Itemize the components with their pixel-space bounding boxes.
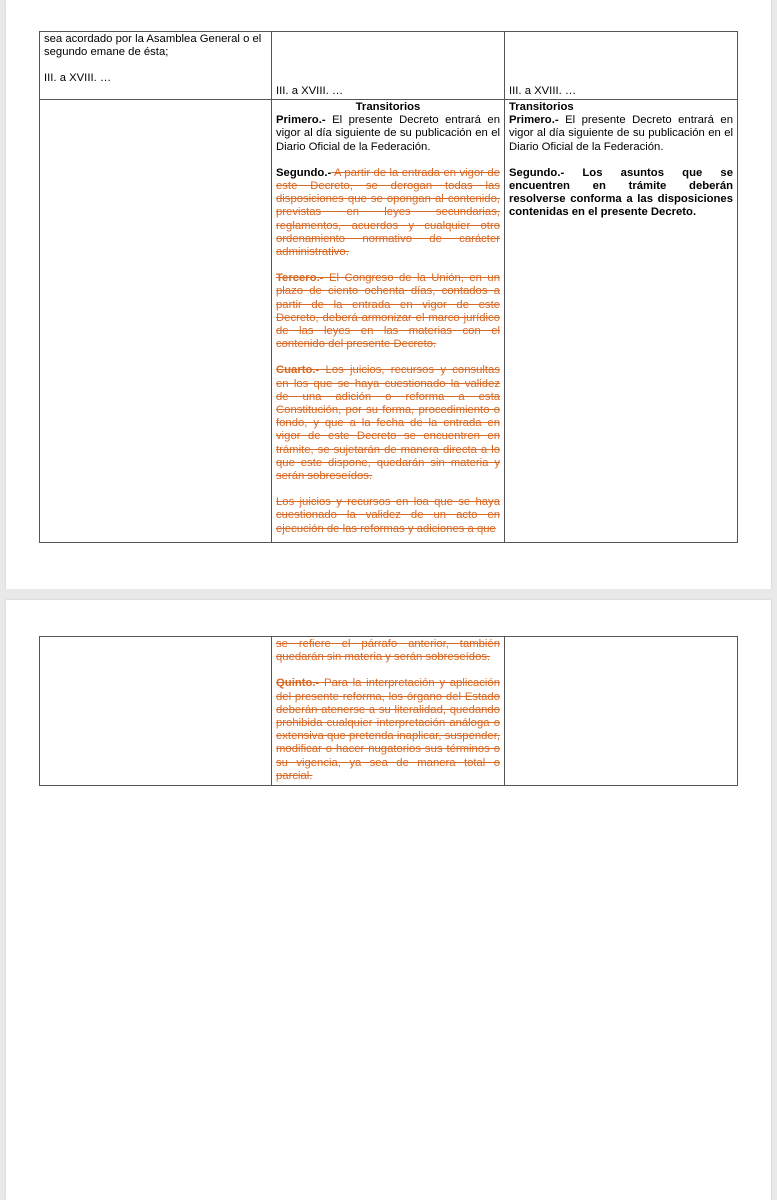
row1-col1-cell xyxy=(39,31,272,100)
quinto-label: Quinto.- xyxy=(276,677,320,690)
row1-col2-item: III. a XVIII. … xyxy=(276,84,344,97)
row2-col2-cell xyxy=(271,99,505,543)
document-page-2 xyxy=(6,600,771,1200)
row2-col1-cell xyxy=(39,99,272,543)
segundo-paragraph-col3: Segundo.- Los asuntos que se encuentren en trámite deberán resolverse conforma a las disposiciones contenidas en el presente Decreto. xyxy=(509,166,733,219)
p2-col1-cell xyxy=(39,636,272,786)
cuarto-label: Cuarto.- xyxy=(276,364,320,377)
primero-label: Primero.- xyxy=(276,114,326,127)
row1-col1-item: III. a XVIII. … xyxy=(44,72,112,85)
row1-col3-item: III. a XVIII. … xyxy=(509,84,577,97)
row2-col3-cell xyxy=(504,99,738,543)
page-gutter xyxy=(0,589,777,600)
quinto-deleted-text: Para la interpretación y aplicación del presente reforma, los órgano del Estado deberán atenerse a su literalidad, quedando prohibida cualquier interpretación análoga o extensiva que pretenda inaplicar, suspender, modificar o hacer nugatorios sus términos o su vigencia, ya sea de manera total o parcial. xyxy=(276,677,500,782)
tercero-deleted-text: El Congreso de la Unión, en un plazo de ciento ochenta días, contados a partir de la entrada en vigor de este Decreto, deberá armonizar el marco jurídico de las leyes en las materias con el contenido del presente Decreto. xyxy=(276,272,500,351)
segundo-paragraph xyxy=(276,167,500,259)
primero-paragraph-col3 xyxy=(509,114,733,154)
document-page-1 xyxy=(6,0,771,589)
cuarto-deleted-text: Los juicios, recursos y consultas en los que se haya cuestionado la validez de una adición o reforma a esta Constitución, por su forma, procedimiento o fondo, y que a la fecha de la entrada en vigor de este Decreto se encuentren en trámite, se sujetarán de manera directa a lo que este dispone, quedarán sin materia y serán sobreseídos. xyxy=(276,364,500,483)
primero-paragraph xyxy=(276,114,500,154)
tercero-label: Tercero.- xyxy=(276,272,324,285)
segundo-label: Segundo.- xyxy=(276,166,332,179)
row1-col2-cell xyxy=(271,31,505,100)
juicios-deleted-paragraph: Los juicios y recursos en loa que se haya cuestionado la validez de un acto en ejecución de las reformas y adiciones a que xyxy=(276,496,500,535)
quinto-paragraph xyxy=(276,677,500,783)
row1-col3-cell xyxy=(504,31,738,100)
transitorios-heading-col3: Transitorios xyxy=(509,101,574,113)
transitorios-heading: Transitorios xyxy=(355,101,421,113)
row1-col1-text: sea acordado por la Asamblea General o el segundo emane de ésta; xyxy=(44,33,262,59)
primero-label-col3: Primero.- xyxy=(509,114,559,127)
tercero-paragraph xyxy=(276,272,500,351)
p2-col2-cell xyxy=(271,636,505,786)
primero-text: El presente Decreto entrará en vigor al día siguiente de su publicación en el Diario Oficial de la Federación. xyxy=(276,114,500,153)
primero-text-col3: El presente Decreto entrará en vigor al día siguiente de su publicación en el Diario Oficial de la Federación. xyxy=(509,114,733,153)
continuation-deleted-text: se refiere el párrafo anterior, también quedarán sin materia y serán sobreseídos. xyxy=(276,638,500,664)
p2-col3-cell xyxy=(504,636,738,786)
cuarto-paragraph xyxy=(276,364,500,483)
segundo-deleted-text: A partir de la entrada en vigor de este Decreto, se derogan todas las disposiciones que se opongan al contenido, previstas en leyes secundarias, reglamentos, acuerdos y cualquier otro ordenamiento normativo de carácter administrativo. xyxy=(276,166,500,259)
